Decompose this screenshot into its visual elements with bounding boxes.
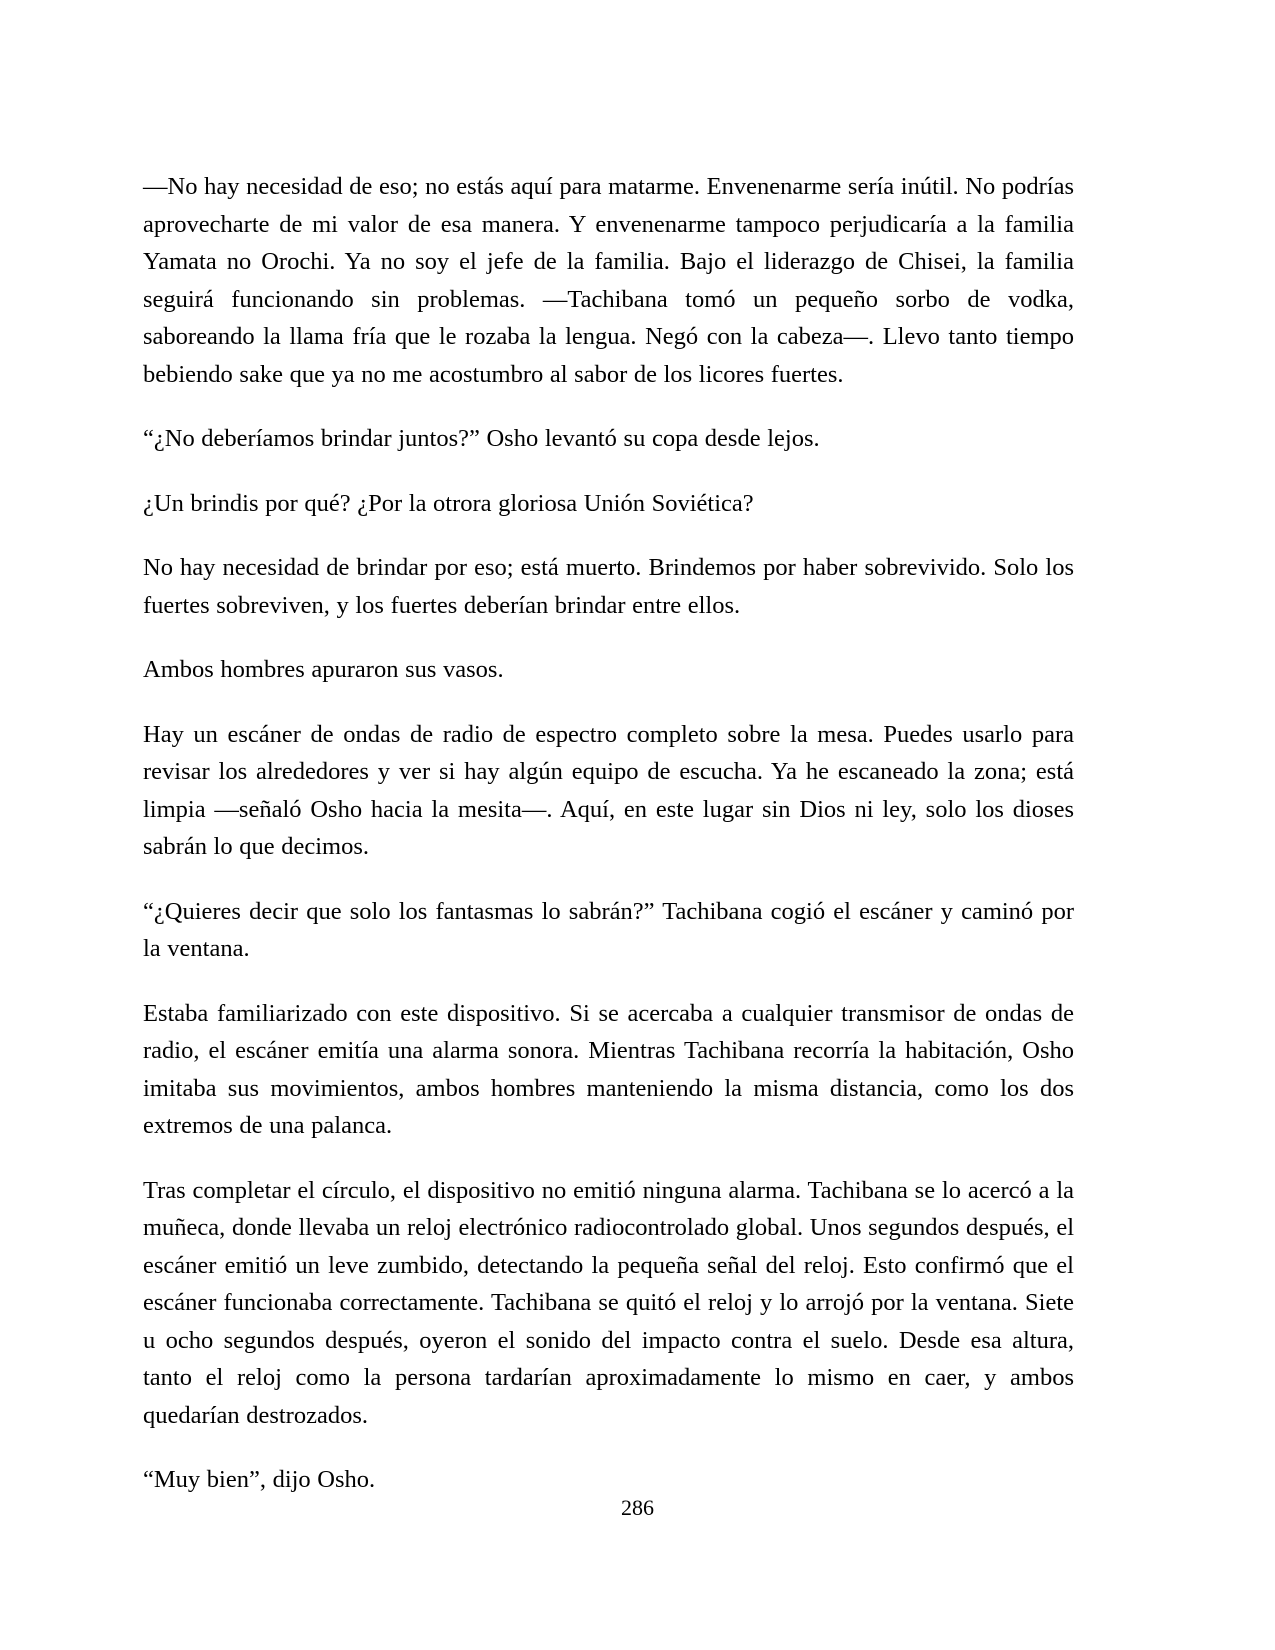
paragraph: Hay un escáner de ondas de radio de espectro completo sobre la mesa. Puedes usarlo para revisar los alrededores y ver si hay algún equipo de escucha. Ya he escaneado la zona; está limpia —señaló Osho hacia la mesita—. Aquí, en este lugar sin Dios ni ley, solo los dioses sabrán lo que decimos. [143, 720, 1074, 860]
page-number: 286 [621, 1495, 654, 1520]
paragraph: “¿No deberíamos brindar juntos?” Osho levantó su copa desde lejos. [143, 425, 820, 452]
paragraph: Tras completar el círculo, el dispositivo no emitió ninguna alarma. Tachibana se lo acercó a la muñeca, donde llevaba un reloj electrónico radiocontrolado global. Unos segundos después, el escáner emitió un leve zumbido, detectando la pequeña señal del reloj. Esto confirmó que el escáner funcionaba correctamente. Tachibana se quitó el reloj y lo arrojó por la ventana. Siete u ocho segundos después, oyeron el sonido del impacto contra el suelo. Desde esa altura, tanto el reloj como la persona tardarían aproximadamente lo mismo en caer, y ambos quedarían destrozados. [143, 1176, 1074, 1429]
paragraph: —No hay necesidad de eso; no estás aquí para matarme. Envenenarme sería inútil. No podrías aprovecharte de mi valor de esa manera. Y envenenarme tampoco perjudicaría a la familia Yamata no Orochi. Ya no soy el jefe de la familia. Bajo el liderazgo de Chisei, la familia seguirá funcionando sin problemas. —Tachibana tomó un pequeño sorbo de vodka, saboreando la llama fría que le rozaba la lengua. Negó con la cabeza—. Llevo tanto tiempo bebiendo sake que ya no me acostumbro al sabor de los licores fuertes. [143, 173, 1074, 388]
paragraph: Estaba familiarizado con este dispositivo. Si se acercaba a cualquier transmisor de ondas de radio, el escáner emitía una alarma sonora. Mientras Tachibana recorría la habitación, Osho imitaba sus movimientos, ambos hombres manteniendo la misma distancia, como los dos extremos de una palanca. [143, 999, 1074, 1139]
paragraph: No hay necesidad de brindar por eso; está muerto. Brindemos por haber sobrevivido. Solo los fuertes sobreviven, y los fuertes deberían brindar entre ellos. [143, 554, 1074, 619]
body-text-column [143, 168, 1074, 1499]
paragraph: “Muy bien”, dijo Osho. [143, 1466, 376, 1493]
paragraph: “¿Quieres decir que solo los fantasmas lo sabrán?” Tachibana cogió el escáner y caminó por la ventana. [143, 897, 1074, 962]
paragraph: ¿Un brindis por qué? ¿Por la otrora gloriosa Unión Soviética? [143, 489, 754, 517]
paragraph: Ambos hombres apuraron sus vasos. [143, 656, 504, 683]
